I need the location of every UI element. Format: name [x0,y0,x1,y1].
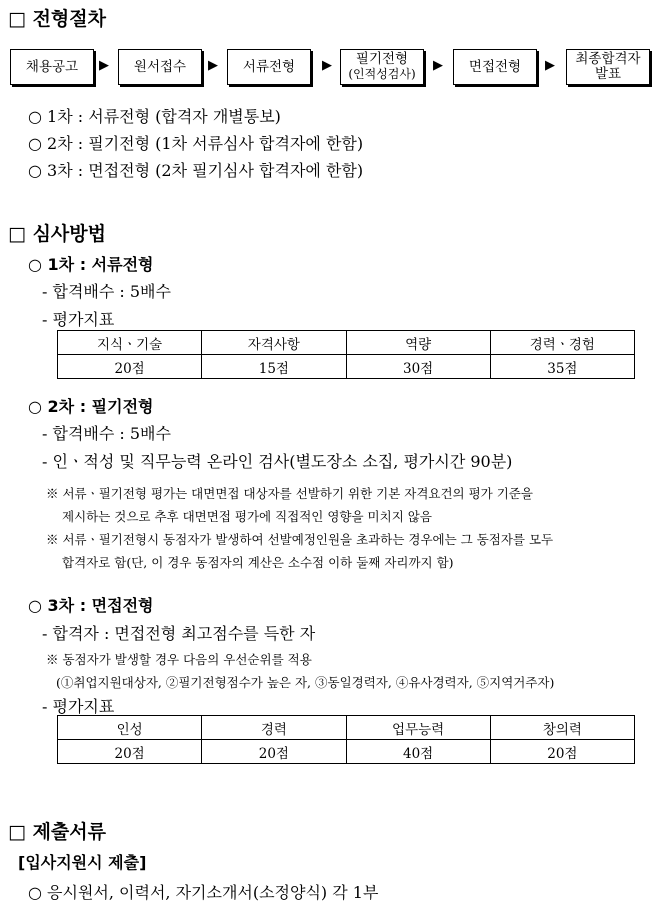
table-header-cell: 창의력 [490,716,634,740]
table-cell: 40점 [346,740,490,764]
documents-title: □ 제출서류 [8,821,106,843]
procedure-item-3: ○ 3차 : 면접전형 (2차 필기심사 합격자에 한함) [28,161,364,180]
table-cell: 20점 [58,740,202,764]
stage2-heading: ○ 2차 : 필기전형 [28,397,154,416]
table-cell: 35점 [490,355,634,379]
table-header-cell: 지식ㆍ기술 [58,331,202,355]
stage2-ratio: - 합격배수 : 5배수 [42,424,171,443]
table-header-row [58,331,635,355]
table-header-cell: 역량 [346,331,490,355]
stage1-criteria-label: - 평가지표 [42,310,115,329]
stage1-ratio: - 합격배수 : 5배수 [42,282,171,301]
stage2-note1-line1: ※ 서류ㆍ필기전형 평가는 대면면접 대상자를 선발하기 위한 기본 자격요건의 평가 기준을 [46,486,533,501]
flow-step-announcement: 채용공고 [10,49,94,85]
flow-step-document-screening: 서류전형 [227,49,311,85]
documents-item: ○ 응시원서, 이력서, 자기소개서(소정양식) 각 1부 [28,883,379,902]
stage1-heading: ○ 1차 : 서류전형 [28,255,154,274]
flow-arrow-icon: ▶ [433,58,443,73]
table-header-cell: 업무능력 [346,716,490,740]
flow-step-application: 원서접수 [118,49,202,85]
stage2-exam: - 인ㆍ적성 및 직무능력 온라인 검사(별도장소 소집, 평가시간 90분) [42,452,513,471]
table-cell: 20점 [202,740,346,764]
stage3-criteria-table [57,715,635,764]
stage3-passer: - 합격자 : 면접전형 최고점수를 득한 자 [42,624,316,643]
flow-arrow-icon: ▶ [99,58,109,73]
table-header-cell: 경력 [202,716,346,740]
procedure-item-1: ○ 1차 : 서류전형 (합격자 개별통보) [28,107,281,126]
documents-subtitle: [입사지원시 제출] [18,853,147,872]
flow-arrow-icon: ▶ [322,58,332,73]
table-cell: 30점 [346,355,490,379]
stage3-criteria-label: - 평가지표 [42,697,115,716]
stage1-criteria-table [57,330,635,379]
table-header-cell: 경력ㆍ경험 [490,331,634,355]
stage3-heading: ○ 3차 : 면접전형 [28,596,154,615]
procedure-item-2: ○ 2차 : 필기전형 (1차 서류심사 합격자에 한함) [28,134,364,153]
flow-arrow-icon: ▶ [208,58,218,73]
table-header-cell: 자격사항 [202,331,346,355]
stage2-note2-line2: 합격자로 함(단, 이 경우 동점자의 계산은 소수점 이하 둘째 자리까지 함) [62,555,454,570]
flow-arrow-icon: ▶ [545,58,555,73]
table-header-cell: 인성 [58,716,202,740]
table-header-row [58,716,635,740]
table-cell: 20점 [490,740,634,764]
flow-step-written-test: 필기전형 (인적성검사) [340,49,424,85]
procedure-title: □ 전형절차 [8,8,106,30]
table-cell: 15점 [202,355,346,379]
stage2-note2-line1: ※ 서류ㆍ필기전형시 동점자가 발생하여 선발예정인원을 초과하는 경우에는 그 동점자를 모두 [46,532,554,547]
table-cell: 20점 [58,355,202,379]
flow-step-interview: 면접전형 [453,49,537,85]
table-row [58,355,635,379]
stage3-priority: (①취업지원대상자, ②필기전형점수가 높은 자, ③동일경력자, ④유사경력자, ⑤지역거주자) [56,675,555,690]
flow-step-final-announcement: 최종합격자 발표 [566,49,650,85]
stage3-tie-note: ※ 동점자가 발생할 경우 다음의 우선순위를 적용 [46,652,312,667]
table-row [58,740,635,764]
review-title: □ 심사방법 [8,223,106,245]
stage2-note1-line2: 제시하는 것으로 추후 대면면접 평가에 직접적인 영향을 미치지 않음 [62,509,432,524]
